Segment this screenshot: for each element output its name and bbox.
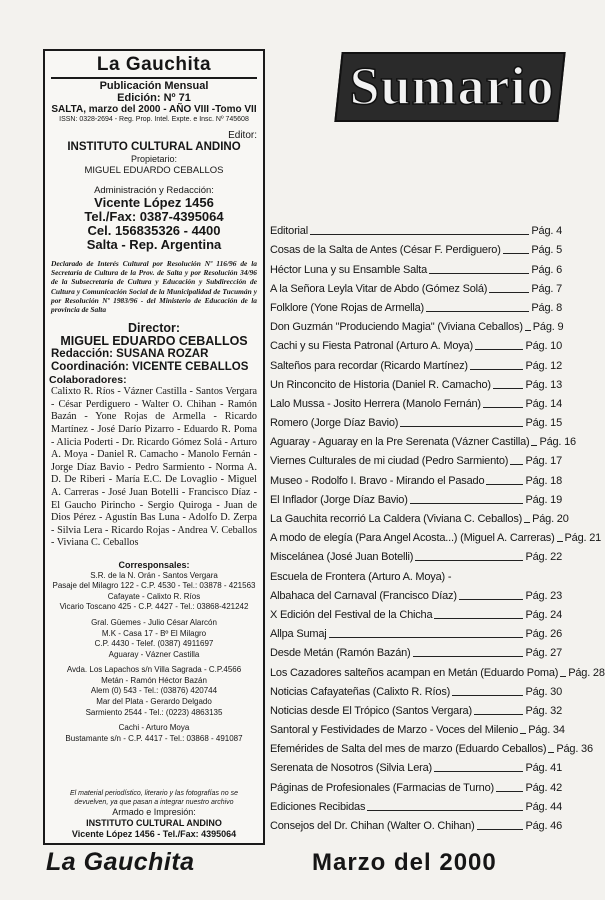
toc-entry (270, 756, 562, 775)
toc-entry (270, 564, 562, 583)
toc-entry (270, 718, 565, 737)
footer-brand: La Gauchita (46, 848, 195, 876)
collaborators-label: Colaboradores: (49, 374, 127, 387)
toc-entry-title: Noticias desde El Trópico (Santos Vergara) (270, 704, 472, 717)
toc-entry-page: Pág. 5 (531, 244, 562, 257)
toc-leader-line (477, 829, 524, 830)
toc-entry (270, 699, 562, 718)
toc-entry-page: Pág. 30 (525, 685, 562, 698)
admin-city: Salta - Rep. Argentina (86, 237, 222, 252)
toc-entry-page: Pág. 22 (525, 551, 562, 564)
toc-leader-line (503, 253, 530, 254)
toc-entry-title: Cosas de la Salta de Antes (César F. Perdiguero) (270, 244, 501, 257)
toc-leader-line (483, 407, 524, 408)
toc-entry (270, 775, 562, 794)
toc-entry-title: Viernes Culturales de mi ciudad (Pedro Sarmiento) (270, 455, 509, 468)
admin-cell: Cel. 156835326 - 4400 (87, 223, 221, 238)
correspondent-line: Vicario Toscano 425 - C.P. 4427 - Tel.: 03868-421242 (59, 602, 249, 612)
cultural-declaration: Declarado de Interés Cultural por Resolución Nº 116/96 de la Secretaría de Cultura de la Prov. de Salta y por Resolución 34/96 de la Subsecretaría de Cultura y Educación y Subdirección de Cultura y Comunicación Social de la Municipalidad de Tucumán y por Resolución Nº 1983/96 - del Ministerio de Educación de la provincia de Salta (51, 259, 257, 315)
toc-entry (270, 315, 562, 334)
admin-label: Administración y Redacción: (94, 185, 214, 196)
coordinacion-line: Coordinación: VICENTE CEBALLOS (51, 361, 249, 374)
toc-entry-title: El Inflador (Jorge Díaz Bavio) (270, 493, 408, 506)
admin-address: Vicente López 1456 (94, 195, 214, 210)
toc-entry-title: Albahaca del Carnaval (Francisco Díaz) (270, 589, 457, 602)
toc-leader-line (510, 464, 523, 465)
toc-entry-page: Pág. 9 (532, 321, 564, 334)
toc-leader-line (470, 369, 524, 370)
footer-issue-date: Marzo del 2000 (312, 849, 497, 876)
toc-entry (270, 449, 562, 468)
toc-entry-title: Lalo Mussa - Josito Herrera (Manolo Fernán) (270, 397, 481, 410)
correspondent-line: Metán - Ramón Héctor Bazán (101, 675, 207, 685)
toc-entry (270, 411, 562, 430)
editor-name: INSTITUTO CULTURAL ANDINO (67, 141, 241, 153)
toc-entry-page: Pág. 44 (525, 800, 562, 813)
toc-entry-page: Pág. 27 (525, 647, 562, 660)
toc-entry-page: Pág. 12 (525, 359, 562, 372)
toc-leader-line (413, 656, 524, 657)
toc-entry (270, 257, 562, 276)
toc-entry-title: Romero (Jorge Díaz Bavio) (270, 417, 399, 430)
toc-leader-line (489, 292, 529, 293)
toc-entry-title: A la Señora Leyla Vitar de Abdo (Gómez Solá) (270, 282, 488, 295)
toc-entry (270, 584, 562, 603)
toc-entry-title: Un Rinconcito de Historia (Daniel R. Camacho) (270, 378, 491, 391)
toc-entry-page: Pág. 42 (525, 781, 562, 794)
masthead-box (43, 49, 265, 845)
toc-entry-page: Pág. 36 (556, 743, 593, 756)
toc-leader-line (329, 637, 524, 638)
toc-leader-line (459, 599, 524, 600)
table-of-contents (270, 219, 605, 833)
toc-entry (270, 814, 562, 833)
toc-entry (270, 219, 562, 238)
toc-leader-line (426, 311, 529, 312)
collaborators-list: Calixto R. Ríos - Vázner Castilla - Santos Vergara - César Perdiguero - Walter O. Chihan - Ramón Bazán - Yone Rojas de Armella - Ricardo Martínez - José Darío Pizarro - Eduardo R. Poma - Alicia Poderti - Dr. Ricardo Gómez Solá - Arturo A. Moya - Daniel R. Camacho - Manolo Fernán - Jorge Díaz Bavio - Pedro Sarmiento - Norma A. D. De Riberi - María E.C. De Lovaglio - Miguel A. Carreras - José Juan Botelli - Francisco Díaz - El Gaucho Pirincho - Sergio Quiroga - Juan de Dios Pérez - Agustín Bas Luna - Adolfo D. Zerpa - Silvia Lera - Ricardo Rojas - Andrea V. Ceballos - Viviana C. Ceballos (51, 386, 257, 549)
toc-leader-line (415, 560, 523, 561)
toc-entry (270, 545, 562, 564)
correspondents-lines (45, 571, 263, 745)
toc-entry-page: Pág. 15 (525, 417, 562, 430)
correspondent-line: Gral. Güemes - Julio César Alarcón (91, 617, 217, 627)
administration-block (45, 185, 263, 252)
toc-leader-line (486, 484, 523, 485)
toc-leader-line (400, 426, 523, 427)
toc-entry (270, 526, 602, 545)
correspondents-block (45, 560, 263, 745)
toc-entry-title: Folklore (Yone Rojas de Armella) (270, 301, 424, 314)
disclaimer: El material periodístico, literario y las fotografías no se devuelven, ya que pasan a integrar nuestro archivo (69, 790, 239, 806)
toc-entry-page: Pág. 46 (525, 820, 562, 832)
toc-entry-title: Aguaray - Aguaray en la Pre Serenata (Vázner Castilla) (270, 436, 530, 449)
toc-entry (270, 373, 562, 392)
toc-leader-line (525, 330, 531, 331)
toc-leader-line (493, 388, 524, 389)
toc-entry-page: Pág. 34 (528, 724, 565, 737)
admin-phone: Tel./Fax: 0387-4395064 (84, 209, 224, 224)
toc-leader-line (452, 695, 523, 696)
toc-entry (270, 641, 562, 660)
toc-leader-line (434, 771, 524, 772)
correspondent-line: Bustamante s/n - C.P. 4417 - Tel.: 03868 - 491087 (65, 733, 243, 743)
toc-entry (270, 296, 562, 315)
toc-entry-title: Editorial (270, 225, 308, 238)
correspondents-label: Corresponsales: (118, 559, 190, 570)
toc-entry (270, 795, 562, 814)
toc-leader-line (475, 349, 524, 350)
toc-entry-page: Pág. 4 (531, 225, 562, 238)
masthead-title: La Gauchita (51, 51, 257, 79)
toc-entry (270, 392, 562, 411)
toc-entry-page: Pág. 41 (525, 762, 562, 775)
toc-entry-page: Pág. 7 (531, 282, 562, 295)
toc-leader-line (434, 618, 523, 619)
toc-entry-title: Miscelánea (José Juan Botelli) (270, 551, 414, 564)
correspondent-line: Cachi - Arturo Moya (118, 723, 190, 733)
toc-entry (270, 353, 562, 372)
correspondent-line: Cafayate - Calixto R. Ríos (107, 591, 201, 601)
toc-entry-page: Pág. 28 (568, 666, 605, 679)
toc-entry (270, 277, 562, 296)
correspondent-line: Mar del Plata - Gerardo Delgado (96, 697, 212, 707)
owner-name: MIGUEL EDUARDO CEBALLOS (84, 165, 224, 176)
toc-entry (270, 622, 562, 641)
toc-entry (270, 737, 593, 756)
toc-entry-page: Pág. 24 (525, 608, 562, 621)
correspondent-line: Avda. Los Lapachos s/n Villa Sagrada - C.P.4566 (66, 665, 242, 675)
printer-block (45, 789, 263, 840)
toc-leader-line (496, 791, 524, 792)
toc-leader-line (367, 810, 523, 811)
toc-entry-title: Consejos del Dr. Chihan (Walter O. Chihan) (270, 820, 475, 832)
toc-entry-title: Ediciones Recibidas (270, 800, 366, 813)
correspondent-line: C.P. 4430 - Telef. (0387) 4911697 (94, 639, 214, 649)
toc-leader-line (557, 541, 563, 542)
toc-leader-line (520, 733, 526, 734)
toc-entry-page: Pág. 18 (525, 474, 562, 487)
toc-entry-title: Museo - Rodolfo I. Bravo - Mirando el Pasado (270, 474, 485, 487)
toc-entry-title: Santoral y Festividades de Marzo - Voces del Milenio (270, 724, 519, 737)
toc-leader-line (548, 752, 554, 753)
owner-label: Propietario: (130, 154, 178, 164)
toc-entry-title: Don Guzmán "Produciendo Magia" (Viviana Ceballos) (270, 321, 523, 334)
toc-entry-page: Pág. 8 (531, 301, 562, 314)
correspondent-line: M.K - Casa 17 - Bº El Milagro (101, 628, 207, 638)
toc-entry-page: Pág. 10 (525, 340, 562, 353)
toc-leader-line (524, 522, 530, 523)
edition-number: Edición: Nº 71 (117, 92, 191, 104)
toc-entry-page: Pág. 13 (525, 378, 562, 391)
toc-entry-title: Desde Metán (Ramón Bazán) (270, 647, 411, 660)
toc-entry (270, 468, 562, 487)
toc-entry (270, 660, 605, 679)
toc-entry (270, 603, 562, 622)
staff-block (45, 322, 263, 374)
toc-entry-page: Pág. 14 (525, 397, 562, 410)
toc-entry-title: Noticias Cafayateñas (Calixto R. Ríos) (270, 685, 451, 698)
toc-entry (270, 238, 562, 257)
redaccion-line: Redacción: SUSANA ROZAR (51, 348, 209, 361)
toc-entry-title: Allpa Sumaj (270, 628, 327, 641)
correspondent-line: Aguaray - Vázner Castilla (108, 649, 200, 659)
toc-leader-line (429, 273, 529, 274)
toc-entry-title: Los Cazadores salteños acampan en Metán (Eduardo Poma) (270, 666, 559, 679)
toc-entry (270, 507, 569, 526)
printer-name: INSTITUTO CULTURAL ANDINO (86, 818, 222, 828)
toc-entry-title: Héctor Luna y su Ensamble Salta (270, 263, 428, 276)
toc-entry-title: Páginas de Profesionales (Farmacias de Turno) (270, 781, 494, 794)
registry-line: ISSN: 0328-2694 - Reg. Prop. Intel. Expte. e Insc. Nº 745608 (59, 116, 249, 123)
toc-entry-page: Pág. 6 (531, 263, 562, 276)
toc-entry-page: Pág. 16 (539, 436, 576, 449)
publication-type: Publicación Mensual (99, 80, 209, 92)
toc-entry-title: Efemérides de Salta del mes de marzo (Eduardo Ceballos) (270, 743, 547, 756)
toc-entry-page: Pág. 21 (564, 532, 602, 545)
toc-entry-page: Pág. 26 (525, 628, 562, 641)
toc-entry-page: Pág. 32 (525, 704, 562, 717)
toc-entry-title: Salteños para recordar (Ricardo Martínez) (270, 359, 468, 372)
toc-leader-line (310, 234, 529, 235)
toc-entry-page: Pág. 20 (532, 513, 569, 525)
printer-contact: Vicente López 1456 - Tel./Fax: 4395064 (71, 829, 237, 839)
toc-leader-line (410, 503, 524, 504)
editor-label: Editor: (228, 130, 257, 141)
toc-entry (270, 488, 562, 507)
toc-entry-page: Pág. 23 (525, 589, 562, 602)
correspondent-line: Alem (0) 543 - Tel.: (03876) 420744 (90, 686, 218, 696)
toc-entry-title: A modo de elegía (Para Angel Acosta...) (Miguel A. Carreras) (270, 532, 555, 545)
toc-entry (270, 430, 576, 449)
toc-leader-line (474, 714, 524, 715)
sumario-heading: Sumario (349, 56, 555, 116)
toc-entry (270, 334, 562, 353)
toc-entry-title: Serenata de Nosotros (Silvia Lera) (270, 762, 432, 775)
toc-entry-title: X Edición del Festival de la Chicha (270, 608, 433, 621)
toc-entry-title: Cachi y su Fiesta Patronal (Arturo A. Moya) (270, 340, 473, 353)
director-name: MIGUEL EDUARDO CEBALLOS (60, 334, 248, 349)
toc-entry-title: La Gauchita recorrió La Caldera (Viviana C. Ceballos) (270, 513, 523, 525)
toc-leader-line (531, 445, 537, 446)
correspondent-line: S.R. de la N. Orán - Santos Vergara (90, 570, 218, 580)
toc-leader-line (560, 676, 566, 677)
printer-label: Armado e Impresión: (112, 807, 196, 817)
correspondent-line: Pasaje del Milagro 122 - C.P. 4530 - Tel.: 03878 - 421563 (52, 581, 256, 591)
toc-entry-page: Pág. 17 (525, 455, 562, 468)
director-label: Director: (127, 321, 181, 336)
date-line: SALTA, marzo del 2000 - AÑO VIII -Tomo VII (51, 104, 257, 115)
toc-entry-title: Escuela de Frontera (Arturo A. Moya) - (270, 570, 452, 583)
toc-entry-page: Pág. 19 (525, 493, 562, 506)
correspondent-line: Sarmiento 2544 - Tel.: (0223) 4863135 (85, 707, 223, 717)
toc-entry (270, 680, 562, 699)
